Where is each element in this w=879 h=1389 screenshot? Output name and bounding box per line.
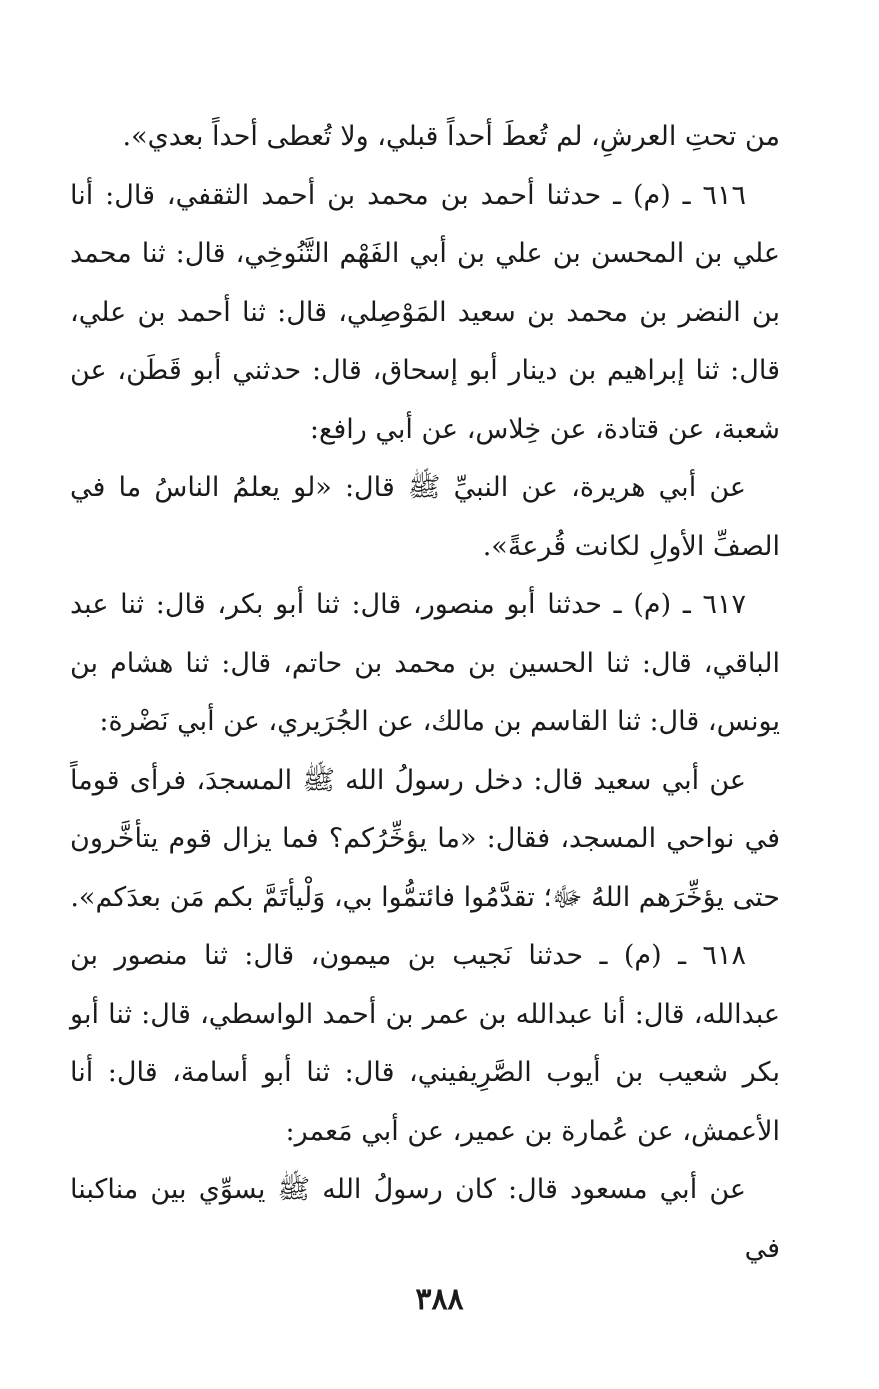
hadith-618-isnad: ٦١٨ ـ (م) ـ حدثنا نَجيب بن ميمون، قال: ثنا منصور بن عبدالله، قال: أنا عبدالله بن عمر بن أحمد الواسطي، قال: ثنا أبو بكر شعيب بن أيوب الصَّرِيفيني، قال: ثنا أبو أسامة، قال: أنا الأعمش، عن عُمارة بن عمير، عن أبي مَعمر:: [70, 940, 780, 1147]
hadith-616-matn: عن أبي هريرة، عن النبيِّ ﷺ قال: «لو يعلمُ الناسُ ما في الصفِّ الأولِ لكانت قُرعةً».: [70, 472, 780, 562]
page-body: [70, 108, 780, 1278]
page-number: ٣٨٨: [415, 1282, 464, 1317]
paragraph-continuation: من تحتِ العرشِ، لم تُعطَ أحداً قبلي، ولا تُعطى أحداً بعدي».: [122, 121, 780, 152]
hadith-617-matn: عن أبي سعيد قال: دخل رسولُ الله ﷺ المسجدَ، فرأى قوماً في نواحي المسجد، فقال: «ما يؤخِّرُكم؟ فما يزال قوم يتأخَّرون حتى يؤخِّرَهم اللهُ ﷻ؛ تقدَّمُوا فائتمُّوا بي، وَلْيأتَمَّ بكم مَن بعدَكم».: [70, 764, 780, 913]
hadith-617-isnad: ٦١٧ ـ (م) ـ حدثنا أبو منصور، قال: ثنا أبو بكر، قال: ثنا عبد الباقي، قال: ثنا الحسين بن محمد بن حاتم، قال: ثنا هشام بن يونس، قال: ثنا القاسم بن مالك، عن الجُرَيري، عن أبي نَضْرة:: [70, 589, 780, 737]
hadith-616-isnad: ٦١٦ ـ (م) ـ حدثنا أحمد بن محمد بن أحمد الثقفي، قال: أنا علي بن المحسن بن علي بن أبي الفَهْم التَّنُوخِي، قال: ثنا محمد بن النضر بن محمد بن سعيد المَوْصِلي، قال: ثنا أحمد بن علي، قال: ثنا إبراهيم بن دينار أبو إسحاق، قال: حدثني أبو قَطَن، عن شعبة، عن قتادة، عن خِلاس، عن أبي رافع:: [70, 179, 780, 445]
hadith-618-matn: عن أبي مسعود قال: كان رسولُ الله ﷺ يسوِّي بين مناكبنا في: [70, 1174, 780, 1264]
